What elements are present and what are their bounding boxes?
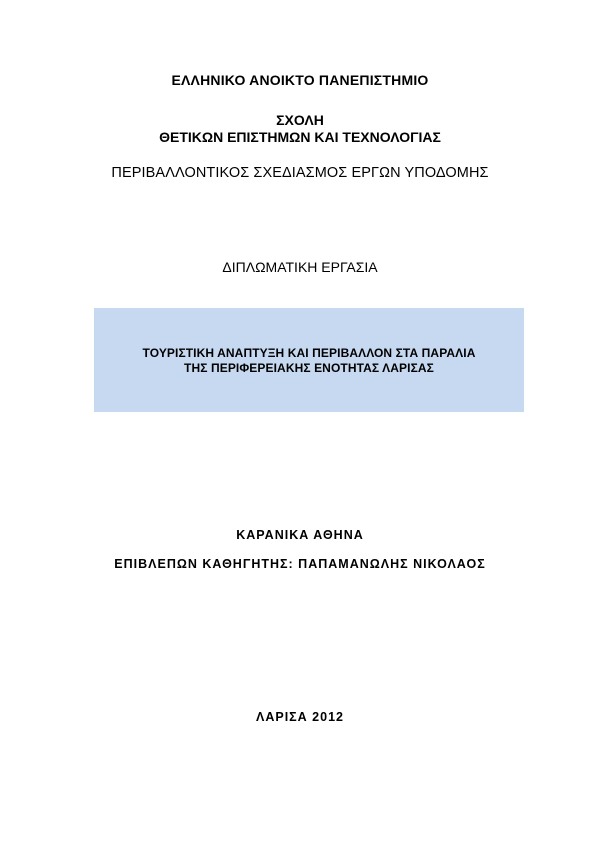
thesis-title-line-2: ΤΗΣ ΠΕΡΙΦΕΡΕΙΑΚΗΣ ΕΝΟΤΗΤΑΣ ΛΑΡΙΣΑΣ [184,361,434,375]
document-type: ΔΙΠΛΩΜΑΤΙΚΗ ΕΡΓΑΣΙΑ [222,259,378,275]
school-label: ΣΧΟΛΗ [276,112,324,128]
university-name: ΕΛΛΗΝΙΚΟ ΑΝΟΙΚΤΟ ΠΑΝΕΠΙΣΤΗΜΙΟ [171,72,429,88]
place-and-year: ΛΑΡΙΣΑ 2012 [256,710,344,724]
program-name: ΠΕΡΙΒΑΛΛΟΝΤΙΚΟΣ ΣΧΕΔΙΑΣΜΟΣ ΕΡΓΩΝ ΥΠΟΔΟΜΗΣ [111,165,489,181]
thesis-title-box [94,308,524,412]
author-name: ΚΑΡΑΝΙΚΑ ΑΘΗΝΑ [236,528,364,542]
supervisor-name: ΕΠΙΒΛΕΠΩΝ ΚΑΘΗΓΗΤΗΣ: ΠΑΠΑΜΑΝΩΛΗΣ ΝΙΚΟΛΑΟΣ [114,557,486,571]
school-name: ΘΕΤΙΚΩΝ ΕΠΙΣΤΗΜΩΝ ΚΑΙ ΤΕΧΝΟΛΟΓΙΑΣ [159,129,441,145]
thesis-title-line-1: ΤΟΥΡΙΣΤΙΚΗ ΑΝΑΠΤΥΞΗ ΚΑΙ ΠΕΡΙΒΑΛΛΟΝ ΣΤΑ ΠΑΡΑΛΙΑ [142,346,476,360]
